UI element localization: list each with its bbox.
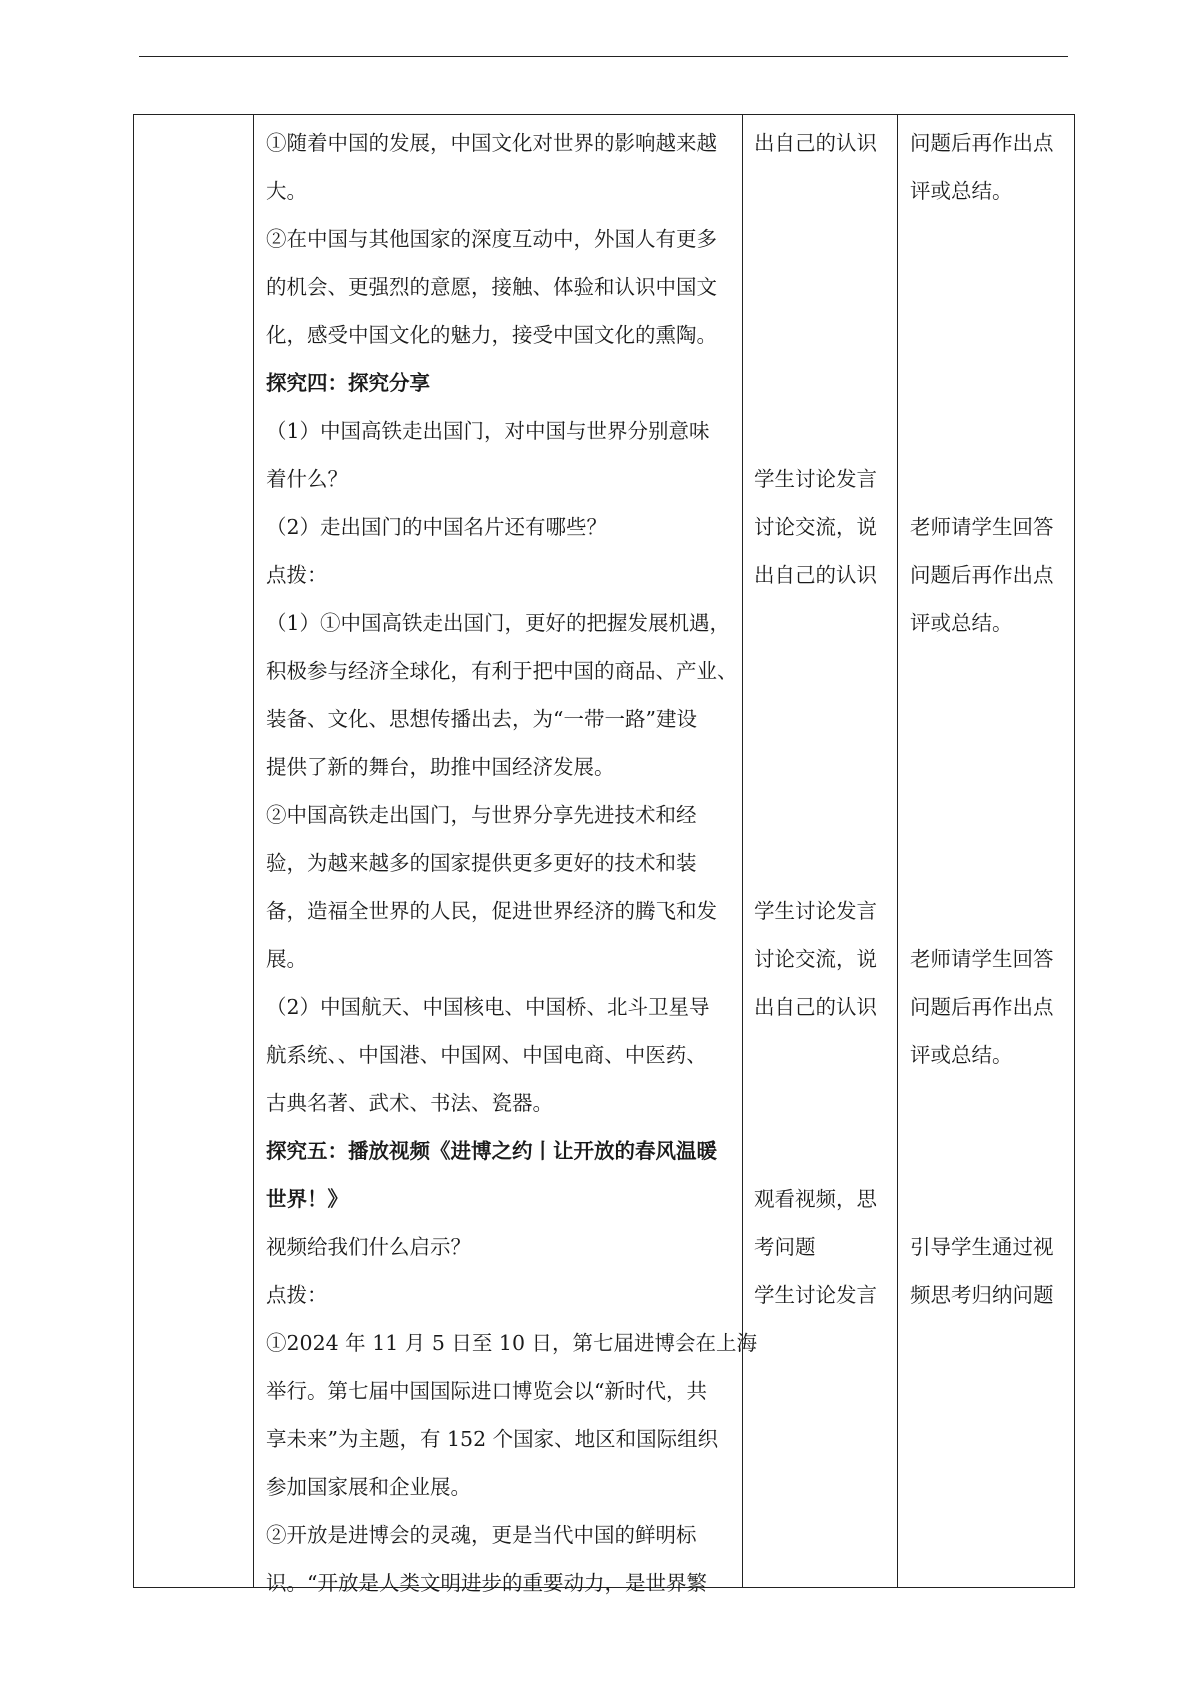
student-line: 讨论交流，说 bbox=[754, 515, 877, 539]
teacher-line: 老师请学生回答 bbox=[910, 947, 1054, 971]
content-line: 的机会、更强烈的意愿，接触、体验和认识中国文 bbox=[266, 275, 717, 299]
content-line: ①2024 年 11 月 5 日至 10 日，第七届进博会在上海 bbox=[266, 1331, 757, 1355]
student-line: 学生讨论发言 bbox=[754, 467, 877, 491]
student-line: 学生讨论发言 bbox=[754, 899, 877, 923]
content-line: （2）走出国门的中国名片还有哪些？ bbox=[266, 515, 608, 539]
student-line: 出自己的认识 bbox=[754, 995, 877, 1019]
section-heading: 世界！》 bbox=[266, 1187, 348, 1211]
teacher-line: 老师请学生回答 bbox=[910, 515, 1054, 539]
content-line: 点拨： bbox=[266, 563, 328, 587]
teacher-line: 问题后再作出点 bbox=[910, 563, 1054, 587]
content-line: 识。“开放是人类文明进步的重要动力，是世界繁 bbox=[266, 1571, 707, 1595]
student-line: 出自己的认识 bbox=[754, 563, 877, 587]
content-column bbox=[254, 115, 757, 1595]
content-line: ②开放是进博会的灵魂，更是当代中国的鲜明标 bbox=[266, 1523, 697, 1547]
section-heading: 探究四：探究分享 bbox=[266, 371, 430, 395]
header-rule bbox=[139, 56, 1068, 57]
student-line: 观看视频，思 bbox=[754, 1187, 877, 1211]
content-line: ②在中国与其他国家的深度互动中，外国人有更多 bbox=[266, 227, 717, 251]
teacher-line: 评或总结。 bbox=[910, 179, 1013, 203]
content-line: 验，为越来越多的国家提供更多更好的技术和装 bbox=[266, 851, 697, 875]
content-line: 着什么？ bbox=[266, 467, 348, 491]
teacher-line: 引导学生通过视 bbox=[910, 1235, 1054, 1259]
section-column bbox=[134, 115, 254, 1587]
content-line: （1）①中国高铁走出国门，更好的把握发展机遇， bbox=[266, 611, 731, 635]
content-line: 展。 bbox=[266, 947, 307, 971]
student-line: 讨论交流，说 bbox=[754, 947, 877, 971]
student-line: 学生讨论发言 bbox=[754, 1283, 877, 1307]
content-line: 大。 bbox=[266, 179, 307, 203]
content-line: ②中国高铁走出国门，与世界分享先进技术和经 bbox=[266, 803, 697, 827]
content-line: 享未来”为主题，有 152 个国家、地区和国际组织 bbox=[266, 1427, 719, 1451]
content-line: ①随着中国的发展，中国文化对世界的影响越来越 bbox=[266, 131, 717, 155]
student-line: 出自己的认识 bbox=[754, 131, 877, 155]
teacher-line: 问题后再作出点 bbox=[910, 995, 1054, 1019]
content-line: 备，造福全世界的人民，促进世界经济的腾飞和发 bbox=[266, 899, 717, 923]
section-heading: 探究五：播放视频《进博之约丨让开放的春风温暖 bbox=[266, 1139, 717, 1163]
content-line: 举行。第七届中国国际进口博览会以“新时代，共 bbox=[266, 1379, 707, 1403]
content-line: 古典名著、武术、书法、瓷器。 bbox=[266, 1091, 553, 1115]
teacher-line: 频思考归纳问题 bbox=[910, 1283, 1054, 1307]
content-line: 参加国家展和企业展。 bbox=[266, 1475, 471, 1499]
teacher-line: 评或总结。 bbox=[910, 611, 1013, 635]
content-line: 航系统、、中国港、中国网、中国电商、中医药、 bbox=[266, 1043, 707, 1067]
content-line: 化，感受中国文化的魅力，接受中国文化的熏陶。 bbox=[266, 323, 717, 347]
content-line: 提供了新的舞台，助推中国经济发展。 bbox=[266, 755, 615, 779]
teacher-line: 评或总结。 bbox=[910, 1043, 1013, 1067]
content-line: （1）中国高铁走出国门，对中国与世界分别意味 bbox=[266, 419, 710, 443]
student-line: 考问题 bbox=[754, 1235, 816, 1259]
lesson-table bbox=[133, 114, 1075, 1595]
student-activity-column bbox=[743, 115, 898, 1587]
content-line: （2）中国航天、中国核电、中国桥、北斗卫星导 bbox=[266, 995, 710, 1019]
content-line: 积极参与经济全球化，有利于把中国的商品、产业、 bbox=[266, 659, 738, 683]
teacher-activity-column bbox=[898, 115, 1076, 1587]
content-line: 视频给我们什么启示？ bbox=[266, 1235, 471, 1259]
content-line: 装备、文化、思想传播出去，为“一带一路”建设 bbox=[266, 707, 697, 731]
teacher-line: 问题后再作出点 bbox=[910, 131, 1054, 155]
content-line: 点拨： bbox=[266, 1283, 328, 1307]
